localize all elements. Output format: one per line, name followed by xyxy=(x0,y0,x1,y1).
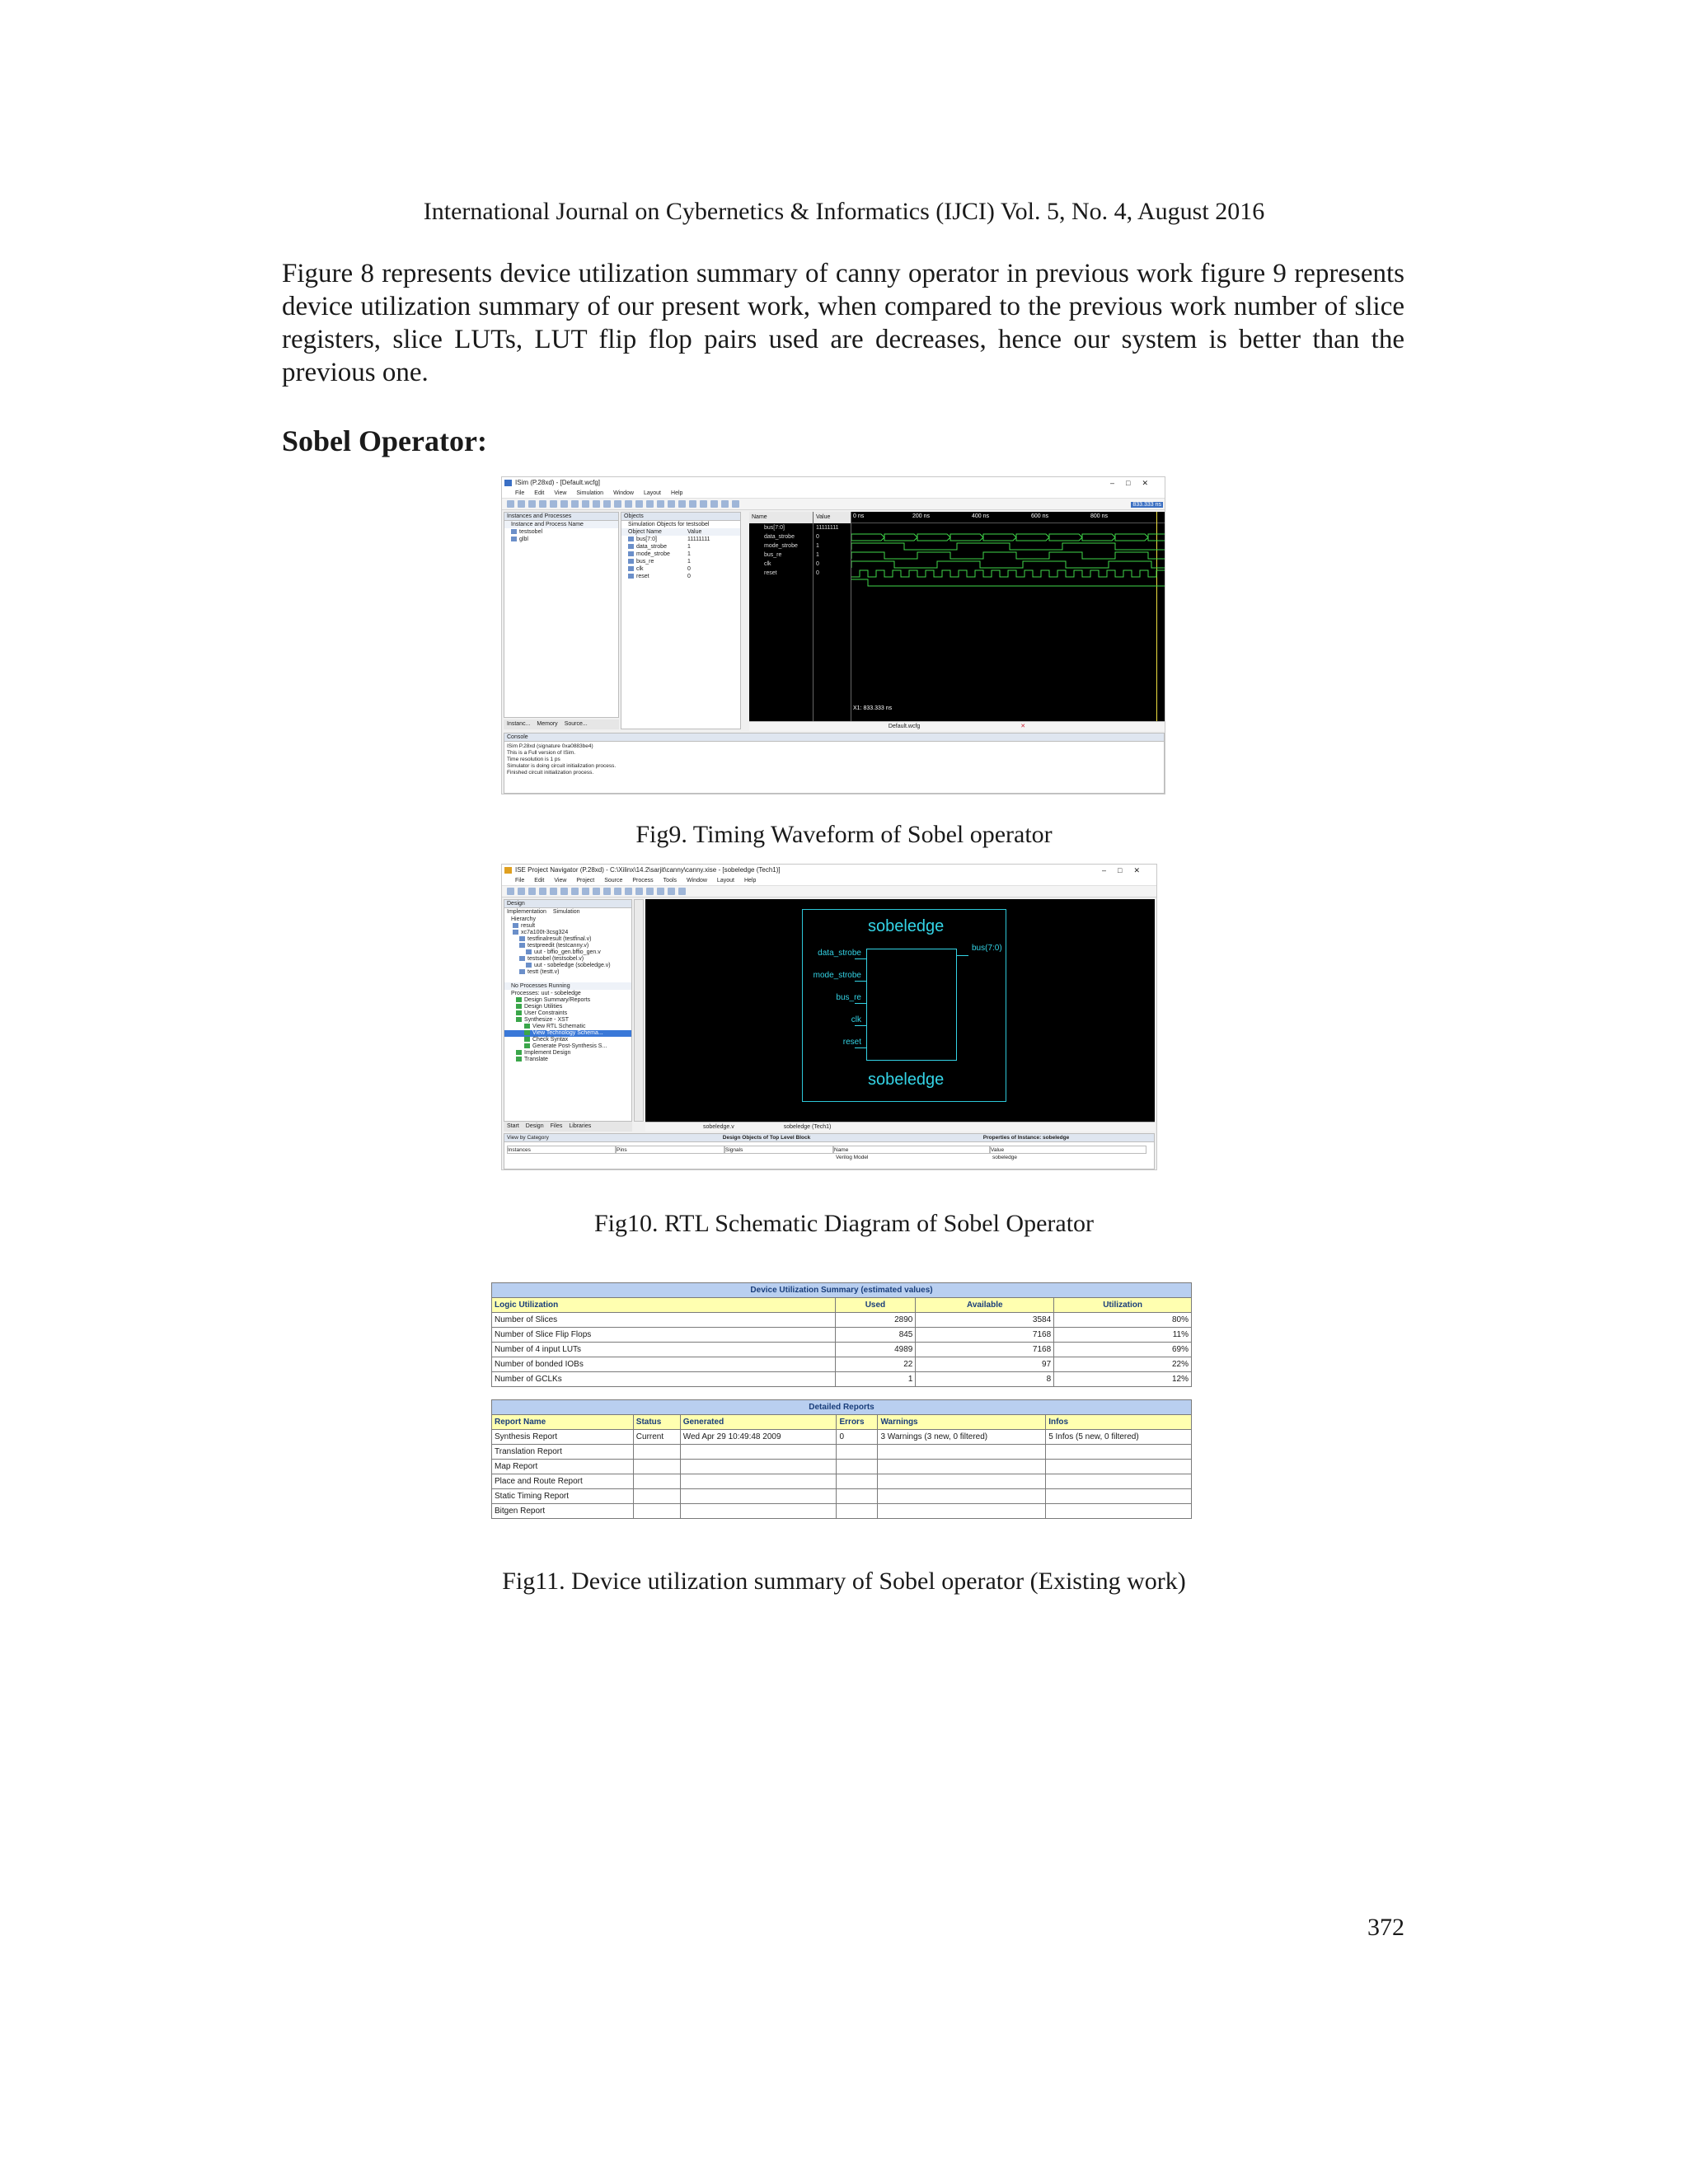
redo-icon[interactable] xyxy=(603,888,611,895)
fig9-window-title: ISim (P.28xd) - [Default.wcfg] xyxy=(515,479,600,486)
input-pin-wire xyxy=(855,1025,866,1026)
undo-icon[interactable] xyxy=(593,888,600,895)
zoom-out-icon[interactable] xyxy=(635,500,643,508)
delete-icon[interactable] xyxy=(582,888,589,895)
find-icon[interactable] xyxy=(614,500,621,508)
run-icon[interactable] xyxy=(668,888,675,895)
run-for-icon[interactable] xyxy=(700,500,707,508)
fig10-left-tabs xyxy=(504,1122,632,1132)
console-line: Simulator is doing circuit initialization process. xyxy=(507,763,617,769)
property-value: sobeledge xyxy=(992,1155,1017,1160)
cut-icon[interactable] xyxy=(571,500,579,508)
bus-trace xyxy=(851,534,1165,541)
cut-icon[interactable] xyxy=(550,888,557,895)
fig9-titlebar xyxy=(502,477,1165,489)
sobeledge-block-body[interactable] xyxy=(866,949,957,1061)
reports-header-row: Report Name Status Generated Errors Warnings Infos xyxy=(492,1415,1192,1430)
hierarchy-item[interactable]: testt (testt.v) xyxy=(504,969,631,976)
input-pin-label: mode_strobe xyxy=(813,971,861,980)
output-pin-label: bus(7:0) xyxy=(972,944,1002,953)
fig10-menubar xyxy=(502,876,1156,886)
module-icon xyxy=(511,537,517,541)
process-item[interactable]: Implement Design xyxy=(504,1050,631,1057)
wave-signal-value: 0 xyxy=(816,561,819,567)
signal-icon xyxy=(628,566,634,571)
schematic-tool-strip xyxy=(634,899,644,1122)
objects-pane-header: Objects xyxy=(621,513,740,521)
hierarchy-item[interactable]: uut - sobeledge (sobeledge.v) xyxy=(504,963,631,969)
wave-tab-bar xyxy=(749,721,1165,731)
wave-name-column xyxy=(749,512,814,721)
relaunch-icon[interactable] xyxy=(732,500,739,508)
signal-icon xyxy=(628,537,634,541)
report-row: Map Report xyxy=(492,1460,1192,1474)
menu-item[interactable]: Source xyxy=(604,878,623,883)
fig10-ise-screenshot xyxy=(501,864,1157,1170)
menu-item[interactable]: Layout xyxy=(716,878,734,883)
hierarchy-item[interactable]: testsobel (testsobel.v) xyxy=(504,956,631,963)
page-number: 372 xyxy=(1367,1914,1404,1941)
wave-value-header: Value xyxy=(814,512,851,523)
ruler-tick-label: 200 ns xyxy=(912,513,931,519)
output-pin-wire xyxy=(957,955,968,956)
tab-default-wcfg[interactable]: Default.wcfg xyxy=(888,724,921,729)
tab-instances[interactable]: Instanc... xyxy=(507,721,531,727)
object-row[interactable]: bus[7:0] 11111111 xyxy=(621,536,740,543)
wave-signal-name[interactable]: reset xyxy=(764,570,777,576)
file-icon xyxy=(526,963,532,968)
zoom-in-icon[interactable] xyxy=(625,500,632,508)
instances-col-header: Instance and Process Name xyxy=(504,521,618,528)
journal-header: International Journal on Cybernetics & Informatics (IJCI) Vol. 5, No. 4, August 2016 xyxy=(423,198,1265,225)
process-item[interactable]: Design Summary/Reports xyxy=(504,997,631,1004)
zoom-in-icon[interactable] xyxy=(614,888,621,895)
summary-row: Number of Slice Flip Flops 845 7168 11% xyxy=(492,1328,1192,1343)
object-row[interactable]: mode_strobe 1 xyxy=(621,551,740,558)
signal-trace xyxy=(851,543,1165,550)
signal-trace xyxy=(851,561,1165,568)
process-item[interactable]: View RTL Schematic xyxy=(504,1024,631,1030)
menu-item[interactable]: Window xyxy=(613,490,634,496)
signals-list-header[interactable]: Signals xyxy=(724,1146,833,1154)
signal-icon xyxy=(628,551,634,556)
wave-value-column xyxy=(814,512,851,721)
zoom-fit-icon[interactable] xyxy=(646,500,654,508)
property-value-header: Value xyxy=(990,1146,1146,1154)
input-pin-label: clk xyxy=(851,1015,861,1024)
open-icon[interactable] xyxy=(518,500,525,508)
print-icon[interactable] xyxy=(539,500,546,508)
process-item[interactable]: Generate Post-Synthesis S... xyxy=(504,1043,631,1050)
properties-pane xyxy=(504,1133,1155,1169)
file-icon xyxy=(513,923,518,928)
tab-source[interactable]: Source... xyxy=(564,721,588,727)
implement-icon[interactable] xyxy=(657,888,664,895)
hierarchy-label: Hierarchy xyxy=(511,916,536,922)
fig11-caption: Fig11. Device utilization summary of Sobel operator (Existing work) xyxy=(502,1568,1186,1595)
view-by-category: View by Category xyxy=(507,1135,549,1141)
process-icon xyxy=(516,1004,522,1009)
ruler-tick-label: 800 ns xyxy=(1090,513,1109,519)
isim-app-icon xyxy=(504,480,512,486)
summary-header-row: Logic Utilization Used Available Utilization xyxy=(492,1298,1192,1313)
design-pane xyxy=(504,899,632,1122)
signal-icon xyxy=(628,544,634,549)
new-icon[interactable] xyxy=(507,888,514,895)
design-header: Design xyxy=(504,900,631,908)
process-item[interactable]: View Technology Schema... xyxy=(504,1030,631,1037)
save-icon[interactable] xyxy=(528,888,536,895)
input-pin-wire xyxy=(855,958,866,959)
process-icon xyxy=(516,1050,522,1055)
cursor-readout: X1: 833.333 ns xyxy=(853,705,893,711)
copy-icon[interactable] xyxy=(560,888,568,895)
menu-item[interactable]: Simulation xyxy=(576,490,604,496)
waveform-area[interactable] xyxy=(851,502,1165,721)
wave-signal-name[interactable]: data_strobe xyxy=(764,534,795,540)
signal-icon xyxy=(628,574,634,579)
signal-trace xyxy=(851,552,1165,559)
section-heading: Sobel Operator: xyxy=(282,424,487,457)
console-line: Time resolution is 1 ps xyxy=(507,757,560,762)
open-icon[interactable] xyxy=(518,888,525,895)
ruler-tick-label: 400 ns xyxy=(972,513,990,519)
menu-item[interactable]: Help xyxy=(671,490,683,496)
tab-design[interactable]: Design xyxy=(525,1123,544,1129)
file-icon xyxy=(519,969,525,974)
fig10-toolbar xyxy=(502,886,1156,898)
properties-title: Properties of Instance: sobeledge xyxy=(982,1135,1070,1141)
time-box: 833.333 ns xyxy=(1132,502,1161,508)
process-status: No Processes Running xyxy=(504,982,631,990)
fig9-caption: Fig9. Timing Waveform of Sobel operator xyxy=(635,821,1053,848)
objects-sub-header: Simulation Objects for testsobel xyxy=(628,522,710,527)
wave-signal-value: 1 xyxy=(816,552,819,558)
input-pin-wire xyxy=(855,981,866,982)
wave-signal-name[interactable]: bus[7:0] xyxy=(764,525,785,531)
input-pin-wire xyxy=(855,1047,866,1048)
process-item[interactable]: Design Utilities xyxy=(504,1004,631,1010)
wave-signal-name[interactable]: bus_re xyxy=(764,552,782,558)
module-icon xyxy=(511,529,517,534)
cursor-icon[interactable] xyxy=(657,500,664,508)
input-pin-label: data_strobe xyxy=(818,949,861,958)
instances-list-header[interactable]: Instances xyxy=(507,1146,616,1154)
file-icon xyxy=(526,949,532,954)
view-simulation-radio[interactable]: Simulation xyxy=(552,909,580,915)
process-icon xyxy=(524,1037,530,1042)
objects-pane xyxy=(621,512,741,729)
clk-trace xyxy=(851,570,1165,577)
ruler-tick-label: 600 ns xyxy=(1031,513,1049,519)
fig9-left-tabs xyxy=(504,719,619,729)
view-selector xyxy=(504,908,631,916)
hierarchy-item[interactable]: uut - bffio_gen.bffio_gen.v xyxy=(504,949,631,956)
report-row: Bitgen Report xyxy=(492,1504,1192,1519)
help-icon[interactable] xyxy=(678,888,686,895)
select-icon[interactable] xyxy=(646,888,654,895)
redo-icon[interactable] xyxy=(560,500,568,508)
ise-app-icon xyxy=(504,867,512,874)
fig10-editor-tabs xyxy=(645,1122,1155,1132)
view-implementation-radio[interactable]: Implementation xyxy=(507,909,546,915)
tab-files[interactable]: Files xyxy=(550,1123,563,1129)
tab-sobeledge-tech1[interactable]: sobeledge (Tech1) xyxy=(783,1124,832,1130)
summary-row: Number of GCLKs 1 8 12% xyxy=(492,1372,1192,1387)
signal-icon xyxy=(628,559,634,564)
window-controls-icon[interactable]: –□✕ xyxy=(1102,866,1151,874)
menu-item[interactable]: View xyxy=(554,490,567,496)
menu-item[interactable]: Window xyxy=(687,878,707,883)
fig9-toolbar xyxy=(502,499,1165,510)
property-name-header: Name xyxy=(833,1146,990,1154)
file-icon xyxy=(519,943,525,948)
block-name-bottom: sobeledge xyxy=(868,1071,945,1089)
copy-icon[interactable] xyxy=(582,500,589,508)
pins-list-header[interactable]: Pins xyxy=(616,1146,724,1154)
menu-item[interactable]: File xyxy=(515,490,525,496)
menu-item[interactable]: File xyxy=(515,878,525,883)
marker-icon[interactable] xyxy=(668,500,675,508)
fig9-menubar xyxy=(502,489,1165,499)
menu-item[interactable]: Help xyxy=(743,878,757,883)
menu-item[interactable]: Process xyxy=(632,878,654,883)
reset-trace xyxy=(851,579,1165,586)
object-row[interactable]: data_strobe 1 xyxy=(621,543,740,551)
device-utilization-table xyxy=(491,1282,1192,1387)
menu-item[interactable]: Tools xyxy=(663,878,678,883)
tab-sobeledge-v[interactable]: sobeledge.v xyxy=(703,1124,734,1130)
process-item[interactable]: User Constraints xyxy=(504,1010,631,1017)
wave-signal-value: 0 xyxy=(816,570,819,576)
fig10-titlebar xyxy=(502,865,1156,876)
file-icon xyxy=(519,956,525,961)
process-icon xyxy=(516,1017,522,1022)
report-row: Static Timing Report xyxy=(492,1489,1192,1504)
undo-icon[interactable] xyxy=(550,500,557,508)
zoom-out-icon[interactable] xyxy=(625,888,632,895)
console-header: Console xyxy=(504,733,1164,742)
zoom-fit-icon[interactable] xyxy=(635,888,643,895)
wave-name-header: Name xyxy=(749,512,813,523)
wave-signal-name[interactable]: clk xyxy=(764,561,771,567)
input-pin-label: bus_re xyxy=(836,993,861,1002)
detailed-reports-table xyxy=(491,1399,1192,1519)
file-icon xyxy=(519,936,525,941)
print-icon[interactable] xyxy=(539,888,546,895)
hierarchy-item[interactable]: result xyxy=(504,923,631,930)
menu-item[interactable]: Edit xyxy=(534,878,545,883)
process-icon xyxy=(516,1057,522,1062)
wave-signal-name[interactable]: mode_strobe xyxy=(764,543,798,549)
process-item[interactable]: Synthesize - XST xyxy=(504,1017,631,1024)
console-line: This is a Full version of ISim. xyxy=(507,750,576,756)
input-pin-wire xyxy=(855,1003,866,1004)
process-icon xyxy=(524,1024,530,1029)
processes-label: Processes: uut - sobeledge xyxy=(511,991,581,996)
paste-icon[interactable] xyxy=(571,888,579,895)
object-row[interactable]: bus_re 1 xyxy=(621,558,740,565)
tab-start[interactable]: Start xyxy=(507,1123,519,1129)
wave-signal-value: 1 xyxy=(816,543,819,549)
process-icon xyxy=(524,1030,530,1035)
process-item[interactable]: Check Syntax xyxy=(504,1037,631,1043)
hierarchy-item[interactable]: testfinalresult (testfinal.v) xyxy=(504,936,631,943)
wave-signal-value: 11111111 xyxy=(816,525,839,531)
wave-signal-value: 0 xyxy=(816,534,819,540)
summary-row: Number of 4 input LUTs 4989 7168 69% xyxy=(492,1343,1192,1357)
window-controls-icon[interactable]: –□✕ xyxy=(1110,479,1160,487)
rtl-schematic-canvas[interactable] xyxy=(645,899,1155,1122)
run-icon[interactable] xyxy=(689,500,696,508)
menu-item[interactable]: Edit xyxy=(534,490,545,496)
summary-row: Number of Slices 2890 3584 80% xyxy=(492,1313,1192,1328)
fig9-isim-screenshot xyxy=(501,476,1165,794)
instances-pane-header: Instances and Processes xyxy=(504,513,618,521)
console-line: Finished circuit initialization process. xyxy=(507,770,594,776)
report-row: Synthesis Report Current Wed Apr 29 10:49:48 2009 0 3 Warnings (3 new, 0 filtered) 5 Infos (5 new, 0 filtered) xyxy=(492,1430,1192,1445)
hierarchy-item[interactable]: xc7a100t-3csg324 xyxy=(504,930,631,936)
summary-title: Device Utilization Summary (estimated values) xyxy=(492,1283,1192,1298)
fig10-window-title: ISE Project Navigator (P.28xd) - C:\Xilinx\14.2\sarjit\canny\canny.xise - [sobeledge (Tech1)] xyxy=(515,866,781,874)
objects-col-header: Object Name Value xyxy=(621,528,740,536)
new-icon[interactable] xyxy=(507,500,514,508)
object-row[interactable]: reset 0 xyxy=(621,573,740,580)
close-icon[interactable]: ✕ xyxy=(1020,724,1026,729)
block-name-top: sobeledge xyxy=(868,917,945,935)
restart-icon[interactable] xyxy=(678,500,686,508)
menu-item[interactable]: Project xyxy=(576,878,595,883)
paste-icon[interactable] xyxy=(593,500,600,508)
design-objects-title: Design Objects of Top Level Block xyxy=(722,1135,811,1141)
console-pane xyxy=(504,733,1165,794)
property-name: Verilog Model xyxy=(836,1155,869,1160)
delete-icon[interactable] xyxy=(603,500,611,508)
input-pin-label: reset xyxy=(842,1038,861,1047)
process-icon xyxy=(524,1043,530,1048)
instance-row[interactable]: testsobel xyxy=(504,528,618,536)
body-paragraph: Figure 8 represents device utilization summary of canny operator in previous work figure 9 represents device utilization summary of our present work, when compared to the previous work number of slice registers, slice LUTs, LUT flip flop pairs used are decreases, hence our system is better than the previous one. xyxy=(282,259,1404,387)
save-icon[interactable] xyxy=(528,500,536,508)
waveform-traces xyxy=(851,512,1165,721)
object-row[interactable]: clk 0 xyxy=(621,565,740,573)
tab-memory[interactable]: Memory xyxy=(537,721,558,727)
menu-item[interactable]: Layout xyxy=(643,490,662,496)
break-icon[interactable] xyxy=(721,500,729,508)
report-row: Place and Route Report xyxy=(492,1474,1192,1489)
tab-libraries[interactable]: Libraries xyxy=(569,1123,592,1129)
process-icon xyxy=(516,997,522,1002)
instance-row[interactable]: glbl xyxy=(504,536,618,543)
report-row: Translation Report xyxy=(492,1445,1192,1460)
process-item[interactable]: Translate xyxy=(504,1057,631,1063)
ruler-tick-label: 0 ns xyxy=(853,513,865,519)
hierarchy-item[interactable]: testpreedit (testcanny.v) xyxy=(504,943,631,949)
process-icon xyxy=(516,1010,522,1015)
file-icon xyxy=(513,930,518,935)
step-icon[interactable] xyxy=(710,500,718,508)
console-line: ISim P.28xd (signature 0xa0883be4) xyxy=(507,743,593,749)
reports-title: Detailed Reports xyxy=(492,1400,1192,1415)
menu-item[interactable]: View xyxy=(554,878,567,883)
summary-row: Number of bonded IOBs 22 97 22% xyxy=(492,1357,1192,1372)
instances-pane xyxy=(504,512,619,718)
fig10-caption: Fig10. RTL Schematic Diagram of Sobel Operator xyxy=(593,1210,1095,1237)
